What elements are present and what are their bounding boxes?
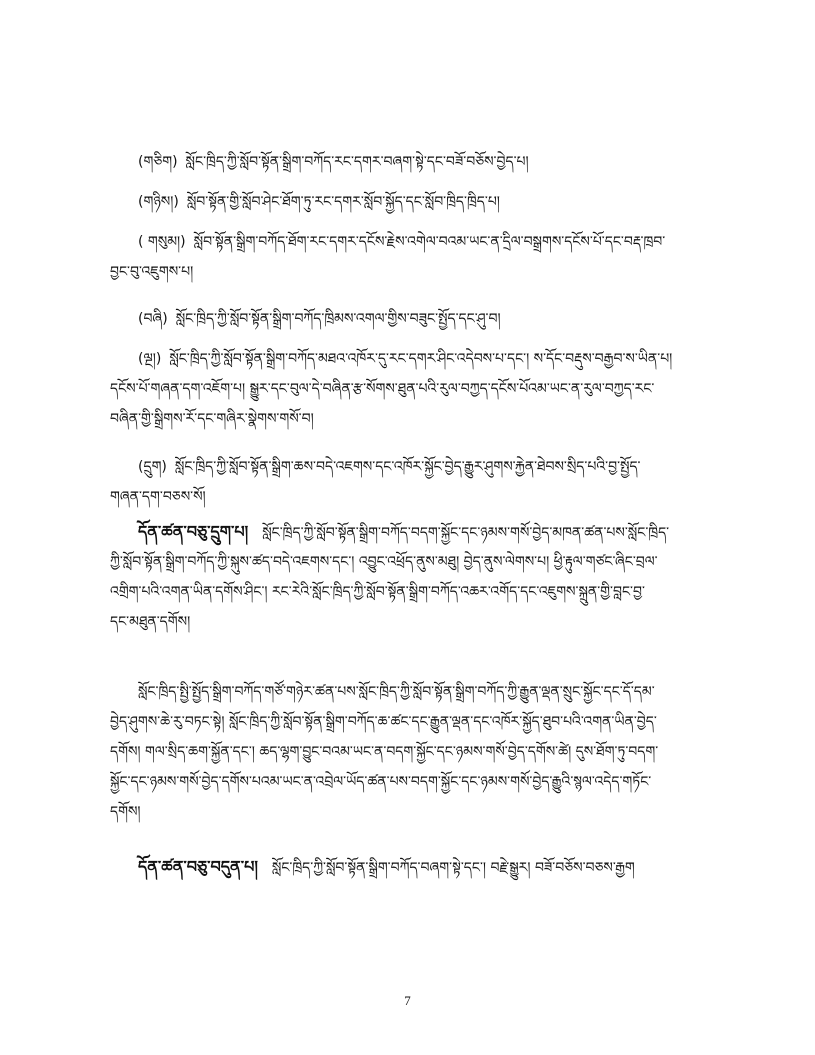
list-marker: (གཅིག) [138,154,178,170]
article-16 [110,518,710,638]
article-text: སློང་ཁྲིད་སྤྱི་སྤྱོད་སྒྲིག་བཀོད་གཙོ་གཉེར་ཚན་པས་སློང་ཁྲིད་ཀྱི་སློབ་སྟོན་སྒྲིག་བཀོད་ཀྱི་རྒྱུན་ལྡན་སྲུང་སྐྱོང་དང་དོ་དམ་ [138,684,655,700]
article-text: ཀྱི་སློབ་སྟོན་སྒྲིག་བཀོད་ཀྱི་སྐུས་ཚད་བདེ་འཇགས་དང་། འབྱུང་འཕྲོད་ནུས་མཐུ། བྱེད་ནུས་ལེགས་པ། ཕྱི་རྟུལ་གཙང་ཞིང་བྲལ་ [110,554,658,570]
article-text: སྐྱོང་དང་ཉམས་གསོ་བྱེད་དགོས་པའམ་ཡང་ན་འབྲེལ་ཡོད་ཚན་པས་བདག་སྐྱོང་དང་ཉམས་གསོ་བྱེད་རྒྱུའི་སྙལ་འདེད་གཏོང་ [110,774,652,790]
article-text: འགྲིག་པའི་འགན་ཡིན་དགོས་ཤིང་། རང་རེའི་སློང་ཁྲིད་ཀྱི་སློབ་སྟོན་སྒྲིག་བཀོད་འཆར་འགོད་དང་འཇུགས་སྐྲུན་གྱི་བླང་བྱ་ [110,584,645,600]
list-text: དངོས་པོ་གཞན་དག་འཇོག་པ། སྒྱུར་དང་བུལ་དེ་བཞིན་རྩ་སོགས་ཐུན་པའི་རུལ་བཀྱད་དངོས་པོའམ་ཡང་ན་རུལ་བཀྱད་རང་ [110,381,655,397]
article-text: དང་མཐུན་དགོས། [110,614,191,630]
list-text: སློབ་སྟོན་སྒྲིག་བཀོད་ཐོག་རང་དགར་དངོས་རྗེས་འགེལ་བའམ་ཡང་ན་དྲིལ་བསྒྲགས་དངོས་པོ་དང་བརྡ་ཁྲབ་ [193,234,666,250]
list-text: སློང་ཁྲིད་ཀྱི་སློབ་སྟོན་སྒྲིག་བཀོད་རང་དགར་བཞག་སྟེ་དང་བཟོ་བཅོས་བྱེད་པ། [185,154,529,170]
article-17 [110,853,710,883]
article-text: སློང་ཁྲིད་ཀྱི་སློབ་སྟོན་སྒྲིག་བཀོད་བཞག་སྟེ་དང་། བརྗེ་སྒྱུར། བཟོ་བཅོས་བཅས་རྒྱག [271,860,635,876]
list-text: བྱང་བུ་འཇུགས་པ། [110,264,194,280]
list-text: གཞན་དག་བཅས་སོ། [110,489,206,505]
list-item-2 [110,188,710,218]
article-text: བྱེད་ཤུགས་ཆེ་རུ་བཏང་སྟེ། སློང་ཁྲིད་ཀྱི་སློབ་སྟོན་སྒྲིག་བཀོད་ཆ་ཚང་དང་རྒྱུན་ལྡན་དང་འཁོར་སྐྱོད་ཐུབ་པའི་འགན་ཡིན་བྱེད་ [110,714,657,730]
list-marker: (གཉིས།) [138,194,179,210]
list-text: བཞིན་གྱི་སྒྲིགས་རོ་དང་གཞིར་སྣེགས་གསོ་བ། [110,411,314,427]
list-item-5 [110,345,710,435]
list-text: སློང་ཁྲིད་ཀྱི་སློབ་སྟོན་སྒྲིག་བཀོད་མཐའ་འཁོར་དུ་རང་དགར་ཤིང་འདེབས་པ་དང་། ས་དོང་བརྡུས་བརྒྱབ་ས་ཡིན་པ། [169,351,673,367]
article-heading: དོན་ཚན་བཅུ་བདུན་པ། [138,857,258,876]
list-text: སློང་ཁྲིད་ཀྱི་སློབ་སྟོན་སྒྲིག་ཆས་བདེ་འཇགས་དང་འཁོར་སྐྱོང་བྱེད་རྒྱུར་ཤུགས་རྐྱེན་ཐེབས་སྲིད་པའི་བྱ་སྤྱོད་ [174,459,641,475]
list-marker: ( གསུམ།) [138,234,186,250]
article-text: སློང་ཁྲིད་ཀྱི་སློབ་སྟོན་སྒྲིག་བཀོད་བདག་སྐྱོང་དང་ཉམས་གསོ་བྱེད་མཁན་ཚན་པས་སློང་ཁྲིད་ [262,525,670,541]
article-text: དགོས། [110,804,141,820]
list-marker: (བཞི) [138,311,168,327]
article-heading: དོན་ཚན་བཅུ་དྲུག་པ། [138,522,249,541]
article-text: དགོས། གལ་སྲིད་ཆག་སྐྱོན་དང་། ཆད་ལྷག་བྱུང་བའམ་ཡང་ན་བདག་སྐྱོང་དང་ཉམས་གསོ་བྱེད་དགོས་ཚེ། དུས་ཐོག་ཏུ་བདག་ [110,744,659,760]
article-16-paragraph-2 [110,678,710,828]
list-text: སློང་ཁྲིད་ཀྱི་སློབ་སྟོན་སྒྲིག་བཀོད་ཁྲིམས་འགལ་གྱིས་བཟུང་སྤྱོད་དང་ཤུ་བ། [175,311,501,327]
list-item-6 [110,453,710,513]
list-item-3 [110,228,710,288]
list-text: སློབ་སྟོན་གྱི་སློབ་ཤེང་ཐོག་ཏུ་རང་དགར་སློབ་སྐྱོད་དང་སློབ་ཁྲིད་ཁྲིད་པ། [186,194,500,210]
list-item-1 [110,148,710,178]
page-number: 7 [404,993,411,1008]
list-marker: (དྲུག) [138,459,167,475]
list-item-4 [110,305,710,335]
list-marker: (ལྔ།) [138,351,162,367]
